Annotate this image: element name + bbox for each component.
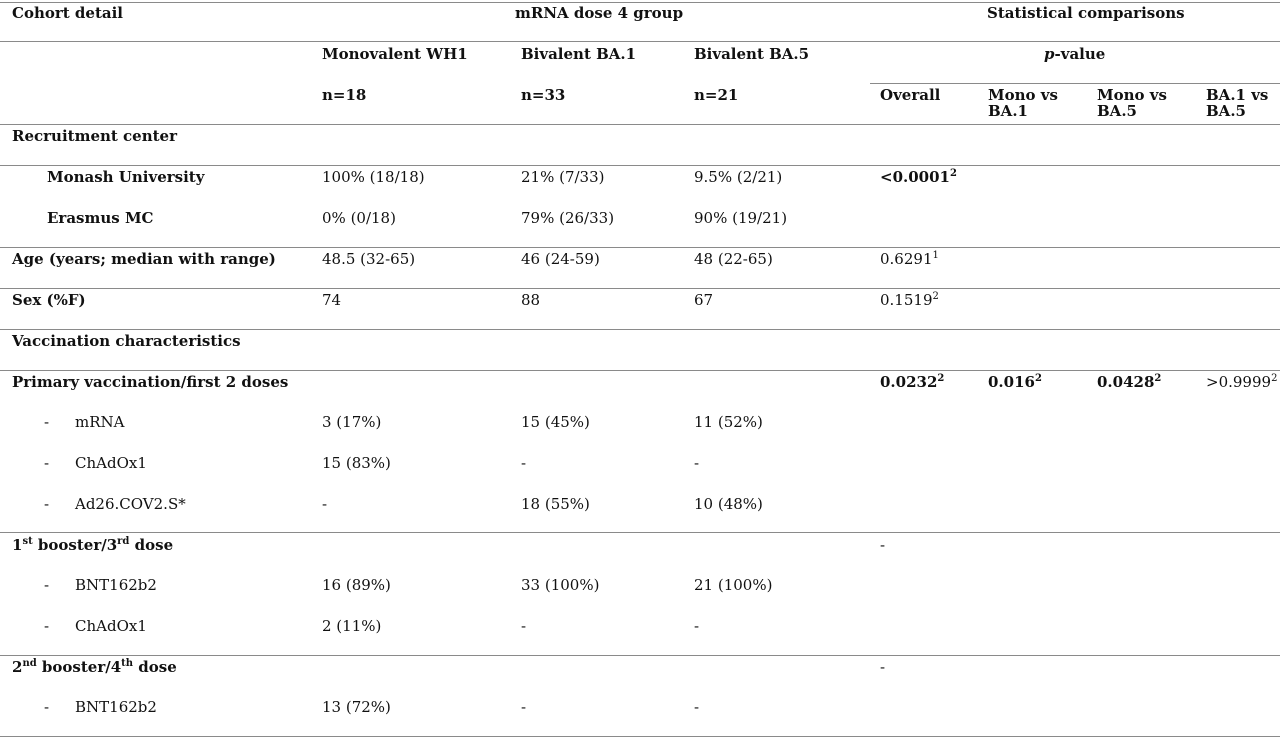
group-n-ba1: n=33 xyxy=(521,86,566,104)
group-name-ba5: Bivalent BA.5 xyxy=(694,45,810,63)
cell-monash-mono: 100% (18/18) xyxy=(322,168,425,186)
cell-booster2-bnt-ba5: - xyxy=(694,698,700,716)
rule-sex xyxy=(0,329,1280,330)
cell-booster1-chadox1-mono: 2 (11%) xyxy=(322,617,382,635)
row-label-booster1-chadox1: ChAdOx1 xyxy=(75,617,147,635)
list-dash: - xyxy=(44,617,50,635)
row-label-primary: Primary vaccination/first 2 doses xyxy=(12,373,289,391)
cell-age-ba5: 48 (22-65) xyxy=(694,250,773,268)
cell-booster1-bnt-mono: 16 (89%) xyxy=(322,576,391,594)
list-dash: - xyxy=(44,495,50,513)
rule-header-end xyxy=(0,124,1280,125)
rule-recruit xyxy=(0,165,1280,166)
cell-age-ba1: 46 (24-59) xyxy=(521,250,600,268)
comparison-mono-ba5: Mono vs BA.5 xyxy=(1097,86,1167,120)
cell-monash-ba5: 9.5% (2/21) xyxy=(694,168,783,186)
cell-primary-chadox1-mono: 15 (83%) xyxy=(322,454,391,472)
comparison-overall: Overall xyxy=(880,86,941,104)
row-label-erasmus: Erasmus MC xyxy=(47,209,154,227)
rule-age xyxy=(0,288,1280,289)
cell-age-mono: 48.5 (32-65) xyxy=(322,250,416,268)
cell-primary-ba1-ba5: $>0.9999^2$ xyxy=(1206,373,1278,391)
row-label-primary-chadox1: ChAdOx1 xyxy=(75,454,147,472)
row-label-booster1: 1st booster/3rd dose xyxy=(12,536,174,554)
rule-bottom xyxy=(0,736,1280,737)
section-vaccination-characteristics: Vaccination characteristics xyxy=(12,332,241,350)
list-dash: - xyxy=(44,576,50,594)
cell-erasmus-ba5: 90% (19/21) xyxy=(694,209,788,227)
cell-sex-mono: 74 xyxy=(322,291,342,309)
row-label-booster2-bnt: BNT162b2 xyxy=(75,698,157,716)
header-cohort-detail: Cohort detail xyxy=(12,4,123,22)
rule-pvalue xyxy=(870,83,1280,84)
cell-sex-overall: 0.1519$^2$ xyxy=(880,291,939,309)
cell-primary-mrna-ba5: 11 (52%) xyxy=(694,413,763,431)
group-n-ba5: n=21 xyxy=(694,86,739,104)
row-label-primary-mrna: mRNA xyxy=(75,413,125,431)
header-pvalue: p-value xyxy=(1044,45,1106,63)
cell-monash-overall: $<0.0001^2$ xyxy=(880,168,957,186)
comparison-mono-ba1: Mono vs BA.1 xyxy=(988,86,1058,120)
rule-erasmus xyxy=(0,247,1280,248)
list-dash: - xyxy=(44,698,50,716)
row-label-age: Age (years; median with range) xyxy=(12,250,276,268)
cell-sex-ba5: 67 xyxy=(694,291,714,309)
cell-primary-chadox1-ba1: - xyxy=(521,454,527,472)
cell-primary-mrna-mono: 3 (17%) xyxy=(322,413,382,431)
group-n-mono: n=18 xyxy=(322,86,367,104)
cell-primary-ad26-ba5: 10 (48%) xyxy=(694,495,763,513)
cell-booster2-bnt-mono: 13 (72%) xyxy=(322,698,391,716)
row-label-primary-ad26: Ad26.COV2.S* xyxy=(75,495,186,513)
cell-primary-ad26-mono: - xyxy=(322,495,328,513)
section-recruitment-center: Recruitment center xyxy=(12,127,178,145)
cell-booster1-bnt-ba1: 33 (100%) xyxy=(521,576,600,594)
row-label-monash: Monash University xyxy=(47,168,205,186)
group-name-ba1: Bivalent BA.1 xyxy=(521,45,637,63)
rule-booster2 xyxy=(0,655,1280,656)
list-dash: - xyxy=(44,454,50,472)
cell-booster1-overall: - xyxy=(880,536,886,554)
cell-primary-mrna-ba1: 15 (45%) xyxy=(521,413,590,431)
cell-age-overall: 0.6291$^1$ xyxy=(880,250,939,268)
row-label-booster2: 2nd booster/4th dose xyxy=(12,658,177,676)
rule-header-1 xyxy=(0,41,1280,42)
comparison-ba1-ba5: BA.1 vs BA.5 xyxy=(1206,86,1269,120)
row-label-sex: Sex (%F) xyxy=(12,291,86,309)
cell-erasmus-ba1: 79% (26/33) xyxy=(521,209,615,227)
cell-booster1-chadox1-ba5: - xyxy=(694,617,700,635)
cell-primary-overall: 0.0232$^2$ xyxy=(880,373,945,391)
cell-booster1-chadox1-ba1: - xyxy=(521,617,527,635)
cell-erasmus-mono: 0% (0/18) xyxy=(322,209,396,227)
cell-sex-ba1: 88 xyxy=(521,291,541,309)
group-name-mono: Monovalent WH1 xyxy=(322,45,468,63)
list-dash: - xyxy=(44,413,50,431)
cell-primary-mono-ba1: 0.016$^2$ xyxy=(988,373,1042,391)
cell-monash-ba1: 21% (7/33) xyxy=(521,168,605,186)
header-stats-title: Statistical comparisons xyxy=(987,4,1185,22)
row-label-booster1-bnt: BNT162b2 xyxy=(75,576,157,594)
cell-booster2-bnt-ba1: - xyxy=(521,698,527,716)
cell-primary-ad26-ba1: 18 (55%) xyxy=(521,495,590,513)
cell-booster2-overall: - xyxy=(880,658,886,676)
rule-booster1 xyxy=(0,532,1280,533)
rule-vacc xyxy=(0,370,1280,371)
cell-primary-chadox1-ba5: - xyxy=(694,454,700,472)
rule-top xyxy=(0,2,1280,3)
header-group-title: mRNA dose 4 group xyxy=(515,4,684,22)
cell-primary-mono-ba5: 0.0428$^2$ xyxy=(1097,373,1162,391)
cell-booster1-bnt-ba5: 21 (100%) xyxy=(694,576,773,594)
